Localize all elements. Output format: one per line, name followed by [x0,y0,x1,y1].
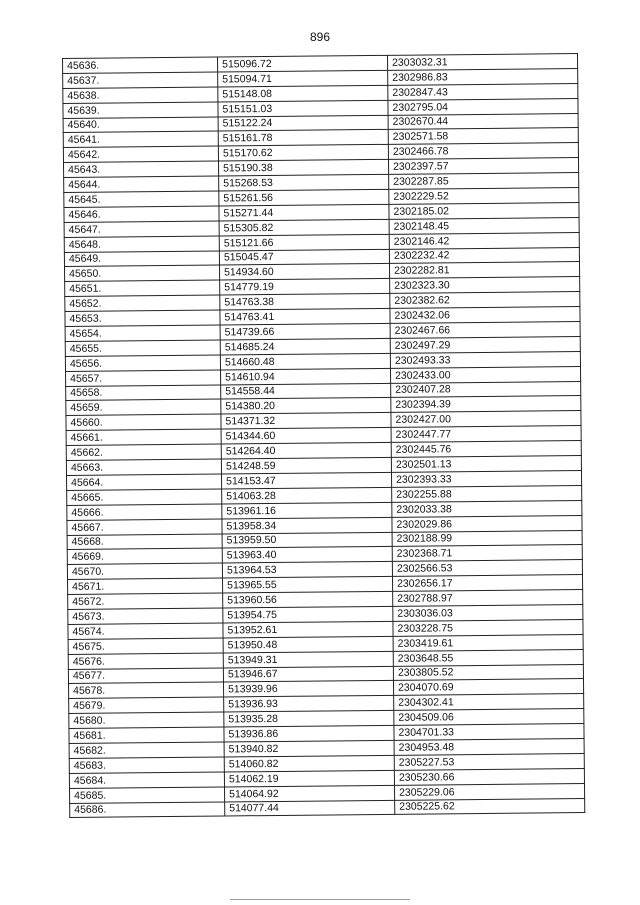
point-number-cell: 45674. [68,623,223,639]
x-coordinate-cell: 514077.44 [225,800,395,817]
y-coordinate-cell: 2305230.66 [394,768,584,785]
point-number-cell: 45656. [65,355,220,371]
y-coordinate-cell: 2302501.13 [391,456,581,473]
y-coordinate-cell: 2302566.53 [392,560,582,577]
x-coordinate-cell: 514763.41 [220,309,390,326]
point-number-cell: 45652. [65,295,220,311]
y-coordinate-cell: 2302282.81 [389,262,579,279]
x-coordinate-cell: 513936.86 [224,725,394,742]
y-coordinate-cell: 2303036.03 [393,604,583,621]
x-coordinate-cell: 515161.78 [218,130,388,147]
point-number-cell: 45686. [70,802,225,818]
y-coordinate-cell: 2302445.76 [391,441,581,458]
page-number: 896 [309,30,331,44]
y-coordinate-cell: 2302571.58 [388,128,578,145]
x-coordinate-cell: 514685.24 [220,338,390,355]
y-coordinate-cell: 2304509.06 [394,709,584,726]
point-number-cell: 45644. [64,176,219,192]
x-coordinate-cell: 513959.50 [222,532,392,549]
x-coordinate-cell: 514153.47 [221,472,391,489]
x-coordinate-cell: 513963.40 [222,547,392,564]
y-coordinate-cell: 2302229.52 [389,188,579,205]
y-coordinate-cell: 2302323.30 [390,277,580,294]
y-coordinate-cell: 2303648.55 [393,649,583,666]
y-coordinate-cell: 2302407.28 [391,381,581,398]
y-coordinate-cell: 2302188.99 [392,530,582,547]
coordinates-table-body [63,54,585,818]
x-coordinate-cell: 515122.24 [218,115,388,132]
x-coordinate-cell: 513954.75 [223,606,393,623]
x-coordinate-cell: 513952.61 [223,621,393,638]
y-coordinate-cell: 2303419.61 [393,634,583,651]
y-coordinate-cell: 2302847.43 [388,83,578,100]
point-number-cell: 45646. [64,206,219,222]
x-coordinate-cell: 515271.44 [219,204,389,221]
x-coordinate-cell: 515096.72 [217,55,387,72]
x-coordinate-cell: 513939.96 [224,681,394,698]
y-coordinate-cell: 2302497.29 [390,336,580,353]
x-coordinate-cell: 514264.40 [221,443,391,460]
point-number-cell: 45675. [68,638,223,654]
y-coordinate-cell: 2302795.04 [388,98,578,115]
x-coordinate-cell: 515268.53 [219,174,389,191]
x-coordinate-cell: 514248.59 [221,457,391,474]
point-number-cell: 45683. [69,757,224,773]
x-coordinate-cell: 513960.56 [223,591,393,608]
x-coordinate-cell: 515170.62 [218,145,388,162]
x-coordinate-cell: 513964.53 [222,562,392,579]
y-coordinate-cell: 2302432.06 [390,307,580,324]
x-coordinate-cell: 513950.48 [223,636,393,653]
point-number-cell: 45662. [66,444,221,460]
x-coordinate-cell: 515305.82 [219,219,389,236]
y-coordinate-cell: 2303228.75 [393,619,583,636]
y-coordinate-cell: 2302427.00 [391,411,581,428]
point-number-cell: 45650. [65,265,220,281]
x-coordinate-cell: 515190.38 [218,160,388,177]
x-coordinate-cell: 513965.55 [223,577,393,594]
footer-divider [230,899,410,900]
y-coordinate-cell: 2302394.39 [391,396,581,413]
point-number-cell: 45655. [65,340,220,356]
y-coordinate-cell: 2302467.66 [390,322,580,339]
x-coordinate-cell: 514063.28 [222,487,392,504]
point-number-cell: 45666. [67,504,222,520]
point-number-cell: 45637. [63,72,218,88]
y-coordinate-cell: 2305227.53 [394,753,584,770]
point-number-cell: 45659. [66,399,221,415]
y-coordinate-cell: 2304302.41 [394,694,584,711]
y-coordinate-cell: 2305229.06 [394,783,584,800]
point-number-cell: 45654. [65,325,220,341]
y-coordinate-cell: 2302986.83 [388,68,578,85]
x-coordinate-cell: 515148.08 [218,85,388,102]
point-number-cell: 45677. [68,667,223,683]
point-number-cell: 45681. [69,727,224,743]
coordinates-table-wrapper [62,53,584,828]
point-number-cell: 45672. [68,593,223,609]
point-number-cell: 45647. [64,221,219,237]
x-coordinate-cell: 515121.66 [219,234,389,251]
x-coordinate-cell: 514739.66 [220,323,390,340]
x-coordinate-cell: 515261.56 [219,189,389,206]
x-coordinate-cell: 514779.19 [220,279,390,296]
point-number-cell: 45676. [68,653,223,669]
y-coordinate-cell: 2302033.38 [392,500,582,517]
x-coordinate-cell: 513935.28 [224,711,394,728]
point-number-cell: 45643. [64,161,219,177]
x-coordinate-cell: 514371.32 [221,413,391,430]
point-number-cell: 45657. [66,370,221,386]
point-number-cell: 45678. [69,682,224,698]
point-number-cell: 45649. [64,251,219,267]
point-number-cell: 45641. [63,131,218,147]
point-number-cell: 45660. [66,414,221,430]
x-coordinate-cell: 513936.93 [224,696,394,713]
y-coordinate-cell: 2305225.62 [395,798,585,815]
point-number-cell: 45648. [64,236,219,252]
point-number-cell: 45636. [63,57,218,73]
point-number-cell: 45668. [67,533,222,549]
point-number-cell: 45682. [69,742,224,758]
x-coordinate-cell: 514558.44 [221,383,391,400]
point-number-cell: 45685. [70,787,225,803]
point-number-cell: 45665. [67,489,222,505]
point-number-cell: 45669. [67,548,222,564]
x-coordinate-cell: 514610.94 [220,368,390,385]
y-coordinate-cell: 2302382.62 [390,292,580,309]
x-coordinate-cell: 514064.92 [225,785,395,802]
y-coordinate-cell: 2302656.17 [392,575,582,592]
point-number-cell: 45638. [63,87,218,103]
point-number-cell: 45671. [68,578,223,594]
y-coordinate-cell: 2302232.42 [389,247,579,264]
point-number-cell: 45684. [69,772,224,788]
point-number-cell: 45667. [67,519,222,535]
point-number-cell: 45680. [69,712,224,728]
coordinates-table [62,53,585,818]
y-coordinate-cell: 2302433.00 [390,366,580,383]
x-coordinate-cell: 515045.47 [219,249,389,266]
x-coordinate-cell: 513946.67 [223,666,393,683]
y-coordinate-cell: 2302466.78 [388,143,578,160]
y-coordinate-cell: 2302148.45 [389,217,579,234]
x-coordinate-cell: 513940.82 [224,740,394,757]
point-number-cell: 45653. [65,310,220,326]
y-coordinate-cell: 2302393.33 [391,470,581,487]
x-coordinate-cell: 514660.48 [220,353,390,370]
x-coordinate-cell: 513961.16 [222,502,392,519]
point-number-cell: 45679. [69,697,224,713]
y-coordinate-cell: 2302788.97 [393,590,583,607]
x-coordinate-cell: 515094.71 [218,70,388,87]
point-number-cell: 45663. [66,459,221,475]
y-coordinate-cell: 2304953.48 [394,738,584,755]
point-number-cell: 45645. [64,191,219,207]
x-coordinate-cell: 514344.60 [221,428,391,445]
y-coordinate-cell: 2302493.33 [390,351,580,368]
y-coordinate-cell: 2302146.42 [389,232,579,249]
y-coordinate-cell: 2303805.52 [393,664,583,681]
y-coordinate-cell: 2302029.86 [392,515,582,532]
point-number-cell: 45658. [66,385,221,401]
point-number-cell: 45639. [63,102,218,118]
point-number-cell: 45651. [65,280,220,296]
x-coordinate-cell: 513949.31 [223,651,393,668]
point-number-cell: 45664. [67,474,222,490]
y-coordinate-cell: 2302670.44 [388,113,578,130]
point-number-cell: 45640. [63,117,218,133]
y-coordinate-cell: 2302255.88 [392,485,582,502]
point-number-cell: 45670. [67,563,222,579]
x-coordinate-cell: 514380.20 [221,398,391,415]
x-coordinate-cell: 515151.03 [218,100,388,117]
y-coordinate-cell: 2302447.77 [391,426,581,443]
x-coordinate-cell: 514934.60 [219,264,389,281]
y-coordinate-cell: 2303032.31 [387,54,577,71]
y-coordinate-cell: 2302397.57 [388,158,578,175]
x-coordinate-cell: 513958.34 [222,517,392,534]
point-number-cell: 45642. [63,146,218,162]
y-coordinate-cell: 2302185.02 [389,202,579,219]
point-number-cell: 45673. [68,608,223,624]
y-coordinate-cell: 2304701.33 [394,724,584,741]
x-coordinate-cell: 514062.19 [224,770,394,787]
x-coordinate-cell: 514763.38 [220,294,390,311]
y-coordinate-cell: 2302287.85 [389,173,579,190]
y-coordinate-cell: 2302368.71 [392,545,582,562]
y-coordinate-cell: 2304070.69 [393,679,583,696]
point-number-cell: 45661. [66,429,221,445]
x-coordinate-cell: 514060.82 [224,755,394,772]
